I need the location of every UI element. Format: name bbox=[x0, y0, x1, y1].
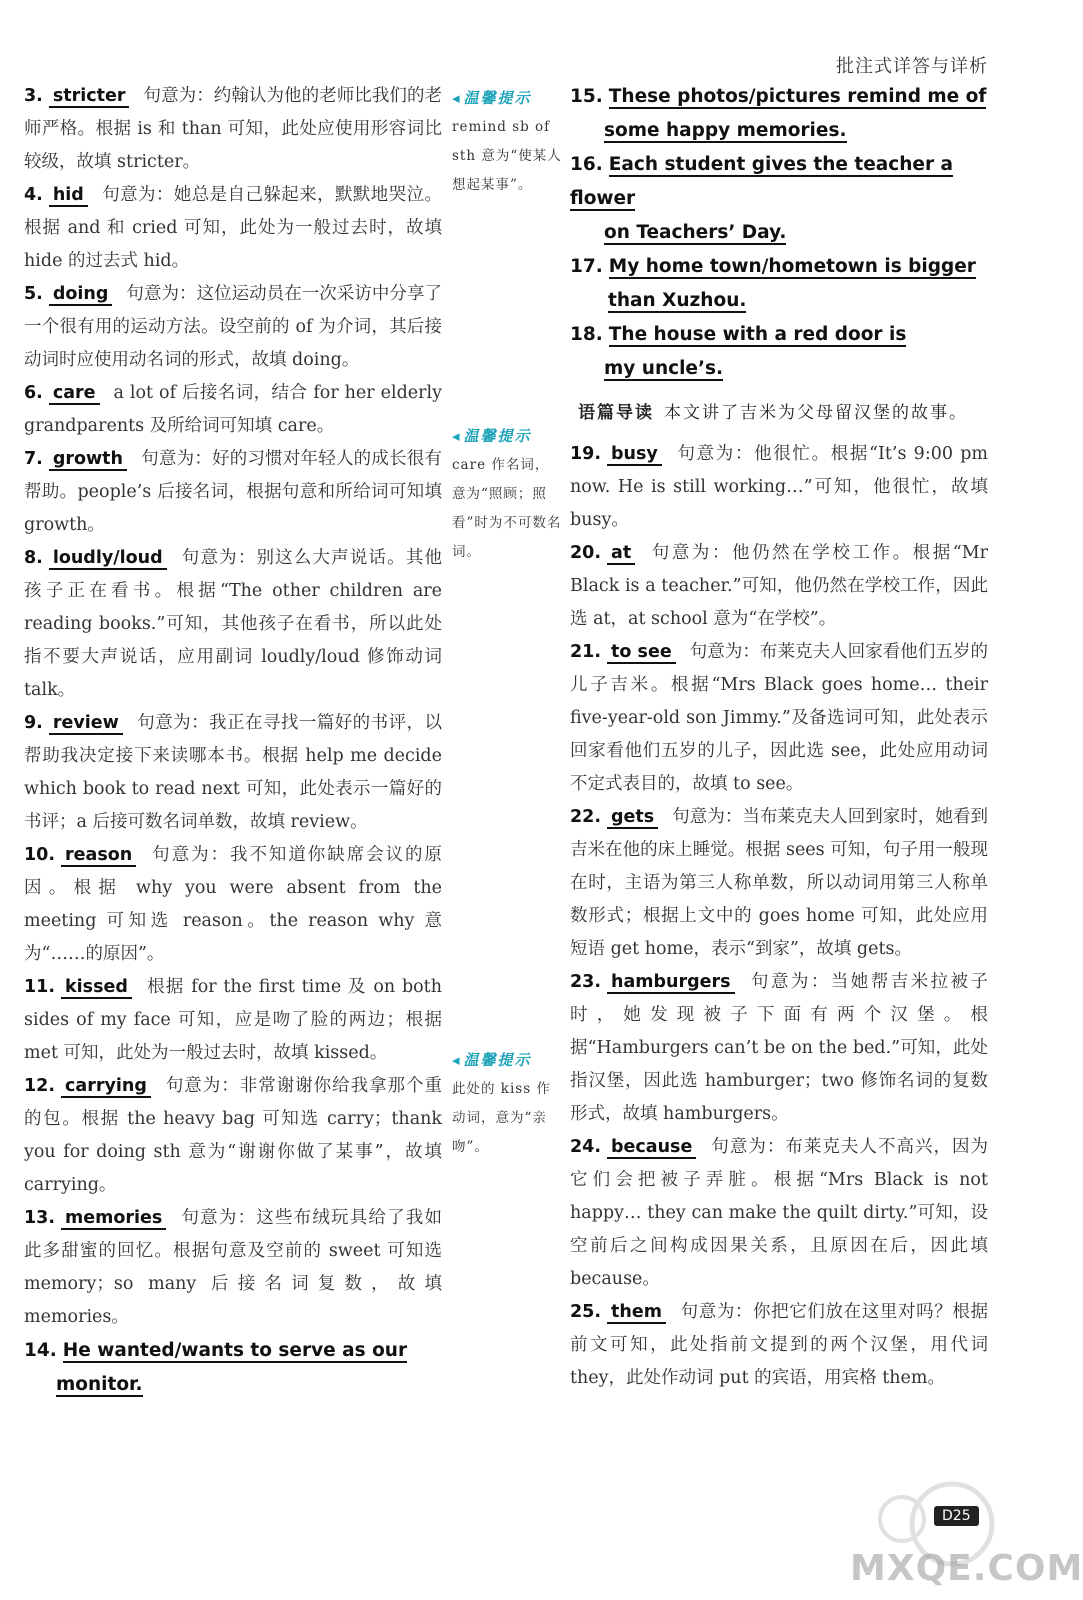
answer-word: review bbox=[49, 713, 123, 735]
item-number: 14. bbox=[24, 1340, 57, 1361]
sentence-line: The house with a red door is bbox=[608, 324, 907, 345]
answer-item bbox=[24, 278, 442, 377]
tip-text: 此处的 kiss 作动词，意为“亲吻”。 bbox=[452, 1081, 551, 1155]
answer-item bbox=[24, 707, 442, 839]
sentence-line: some happy memories. bbox=[604, 120, 847, 141]
answer-word: reason bbox=[61, 845, 136, 867]
answer-word: stricter bbox=[49, 86, 130, 108]
item-number: 19. bbox=[570, 444, 602, 464]
item-number: 7. bbox=[24, 449, 43, 469]
sentence-line: on Teachers’ Day. bbox=[604, 222, 787, 243]
sentence-answer bbox=[24, 1334, 442, 1402]
explanation: 句意为：她总是自己躲起来，默默地哭泣。根据 and 和 cried 可知，此处为一般过去时，故填 hide 的过去式 hid。 bbox=[24, 185, 442, 271]
sentence-answer bbox=[570, 250, 988, 318]
answer-word: to see bbox=[607, 642, 676, 664]
sentence-answer bbox=[570, 80, 988, 148]
item-number: 13. bbox=[24, 1208, 56, 1228]
sentence-line: monitor. bbox=[56, 1374, 143, 1395]
tip-box bbox=[452, 1046, 562, 1162]
answer-item bbox=[570, 801, 988, 966]
answer-item bbox=[24, 839, 442, 971]
sentence-line: These photos/pictures remind me of bbox=[608, 86, 987, 107]
item-number: 22. bbox=[570, 807, 602, 827]
left-column bbox=[24, 80, 442, 1402]
item-number: 6. bbox=[24, 383, 43, 403]
answer-item bbox=[24, 1202, 442, 1334]
answer-item bbox=[24, 179, 442, 278]
explanation: 根据 for the first time 及 on both sides of my face 可知，应是吻了脸的两边；根据 met 可知，此处为一般过去时，故填 kissed。 bbox=[24, 977, 442, 1063]
explanation: 句意为：他很忙。根据“It’s 9:00 pm now. He is still working…”可知，他很忙，故填 busy。 bbox=[570, 444, 988, 530]
item-number: 15. bbox=[570, 86, 603, 107]
answer-item bbox=[24, 971, 442, 1070]
item-number: 9. bbox=[24, 713, 43, 733]
sentence-answer bbox=[570, 148, 988, 250]
answer-word: loudly/loud bbox=[49, 548, 167, 570]
answer-item bbox=[570, 1131, 988, 1296]
explanation: 句意为：布莱克夫人回家看他们五岁的儿子吉米。根据“Mrs Black goes home… their five-year-old son Jimmy.”及备选词可知，此处表示回家看他们五岁的儿子，因此选 see，此处应用动词不定式表目的，故填 to see。 bbox=[570, 642, 988, 794]
tip-text: care 作名词，意为“照顾；照看”时为不可数名词。 bbox=[452, 457, 562, 560]
answer-word: busy bbox=[607, 444, 662, 466]
sentence-line: He wanted/wants to serve as our bbox=[62, 1340, 408, 1361]
sentence-line: my uncle’s. bbox=[604, 358, 724, 379]
answer-word: doing bbox=[49, 284, 113, 306]
answer-item bbox=[570, 636, 988, 801]
explanation: 句意为：当布莱克夫人回到家时，她看到吉米在他的床上睡觉。根据 sees 可知，句子用一般现在时，主语为第三人称单数，所以动词用第三人称单数形式；根据上文中的 goes home 可知，此处应用短语 get home，表示“到家”，故填 gets。 bbox=[570, 807, 988, 959]
explanation: 句意为：你把它们放在这里对吗？根据前文可知，此处指前文提到的两个汉堡，用代词 they，此处作动词 put 的宾语，用宾格 them。 bbox=[570, 1302, 988, 1388]
answer-word: care bbox=[49, 383, 100, 405]
explanation: 句意为：我不知道你缺席会议的原因。根据 why you were absent from the meeting 可知选 reason。the reason why 意为“……的原因”。 bbox=[24, 845, 442, 964]
answer-word: hamburgers bbox=[607, 972, 735, 994]
passage-guide bbox=[578, 396, 988, 430]
guide-label: 语篇导读 bbox=[578, 403, 654, 423]
item-number: 24. bbox=[570, 1137, 602, 1157]
answer-word: carrying bbox=[61, 1076, 151, 1098]
item-number: 21. bbox=[570, 642, 602, 662]
item-number: 17. bbox=[570, 256, 603, 277]
answer-word: kissed bbox=[61, 977, 132, 999]
explanation: 句意为：这位运动员在一次采访中分享了一个很有用的运动方法。设空前的 of 为介词，其后接动词时应使用动名词的形式，故填 doing。 bbox=[24, 284, 442, 370]
answer-item bbox=[570, 438, 988, 537]
tip-box bbox=[452, 422, 562, 567]
sentence-line: My home town/hometown is bigger bbox=[608, 256, 976, 277]
answer-word: gets bbox=[607, 807, 658, 829]
item-number: 5. bbox=[24, 284, 43, 304]
sentence-line: than Xuzhou. bbox=[608, 290, 747, 311]
tip-text: remind sb of sth 意为“使某人想起某事”。 bbox=[452, 119, 562, 193]
item-number: 25. bbox=[570, 1302, 602, 1322]
explanation: 句意为：他仍然在学校工作。根据“Mr Black is a teacher.”可知，他仍然在学校工作，因此选 at，at school 意为“在学校”。 bbox=[570, 543, 988, 629]
answer-item bbox=[570, 966, 988, 1131]
item-number: 11. bbox=[24, 977, 56, 997]
item-number: 8. bbox=[24, 548, 43, 568]
answer-word: because bbox=[607, 1137, 696, 1159]
explanation: 句意为：好的习惯对年轻人的成长很有帮助。people’s 后接名词，根据句意和所给词可知填 growth。 bbox=[24, 449, 442, 535]
answer-word: them bbox=[607, 1302, 666, 1324]
explanation: 句意为：约翰认为他的老师比我们的老师严格。根据 is 和 than 可知，此处应使用形容词比较级，故填 stricter。 bbox=[24, 86, 442, 172]
explanation: 句意为：当她帮吉米拉被子时，她发现被子下面有两个汉堡。根据“Hamburgers can’t be on the bed.”可知，此处指汉堡，因此选 hamburger；two 修饰名词的复数形式，故填 hamburgers。 bbox=[570, 972, 988, 1124]
item-number: 10. bbox=[24, 845, 56, 865]
sentence-line: Each student gives the teacher a flower bbox=[570, 154, 954, 209]
tip-label: ◂ 温馨提示 bbox=[452, 422, 562, 451]
item-number: 18. bbox=[570, 324, 603, 345]
explanation: 句意为：布莱克夫人不高兴，因为它们会把被子弄脏。根据“Mrs Black is not happy… they can make the quilt dirty.”可知，设空前后之间构成因果关系，且原因在后，因此填 because。 bbox=[570, 1137, 988, 1289]
answer-word: memories bbox=[61, 1208, 166, 1230]
sentence-answer bbox=[570, 318, 988, 386]
answer-item bbox=[24, 542, 442, 707]
explanation: 句意为：我正在寻找一篇好的书评，以帮助我决定接下来读哪本书。根据 help me decide which book to read next 可知，此处表示一篇好的书评；a 后接可数名词单数，故填 review。 bbox=[24, 713, 442, 832]
item-number: 3. bbox=[24, 86, 43, 106]
page-header: 批注式详答与详析 bbox=[836, 56, 988, 77]
tip-box bbox=[452, 84, 562, 200]
answer-item bbox=[570, 537, 988, 636]
guide-text: 本文讲了吉米为父母留汉堡的故事。 bbox=[664, 403, 968, 423]
answer-item bbox=[24, 80, 442, 179]
item-number: 23. bbox=[570, 972, 602, 992]
tip-label: ◂ 温馨提示 bbox=[452, 1046, 562, 1075]
item-number: 12. bbox=[24, 1076, 56, 1096]
answer-item bbox=[24, 443, 442, 542]
answer-item bbox=[24, 1070, 442, 1202]
watermark-text: MXQE.COM bbox=[850, 1548, 1083, 1589]
answer-word: hid bbox=[49, 185, 88, 207]
item-number: 20. bbox=[570, 543, 602, 563]
answer-word: at bbox=[607, 543, 635, 565]
item-number: 16. bbox=[570, 154, 603, 175]
item-number: 4. bbox=[24, 185, 43, 205]
explanation: 句意为：别这么大声说话。其他孩子正在看书。根据“The other children are reading books.”可知，其他孩子在看书，所以此处指不要大声说话，应用副词 loudly/loud 修饰动词 talk。 bbox=[24, 548, 442, 700]
explanation: 句意为：非常谢谢你给我拿那个重的包。根据 the heavy bag 可知选 carry；thank you for doing sth 意为“谢谢你做了某事”，故填 carrying。 bbox=[24, 1076, 442, 1195]
explanation: 句意为：这些布绒玩具给了我如此多甜蜜的回忆。根据句意及空前的 sweet 可知选 memory；so many 后接名词复数，故填 memories。 bbox=[24, 1208, 442, 1327]
right-column bbox=[570, 80, 988, 1395]
tip-label: ◂ 温馨提示 bbox=[452, 84, 562, 113]
page-number: D25 bbox=[934, 1506, 979, 1526]
answer-item bbox=[570, 1296, 988, 1395]
explanation: a lot of 后接名词，结合 for her elderly grandparents 及所给词可知填 care。 bbox=[24, 383, 442, 436]
answer-item bbox=[24, 377, 442, 443]
answer-word: growth bbox=[49, 449, 127, 471]
